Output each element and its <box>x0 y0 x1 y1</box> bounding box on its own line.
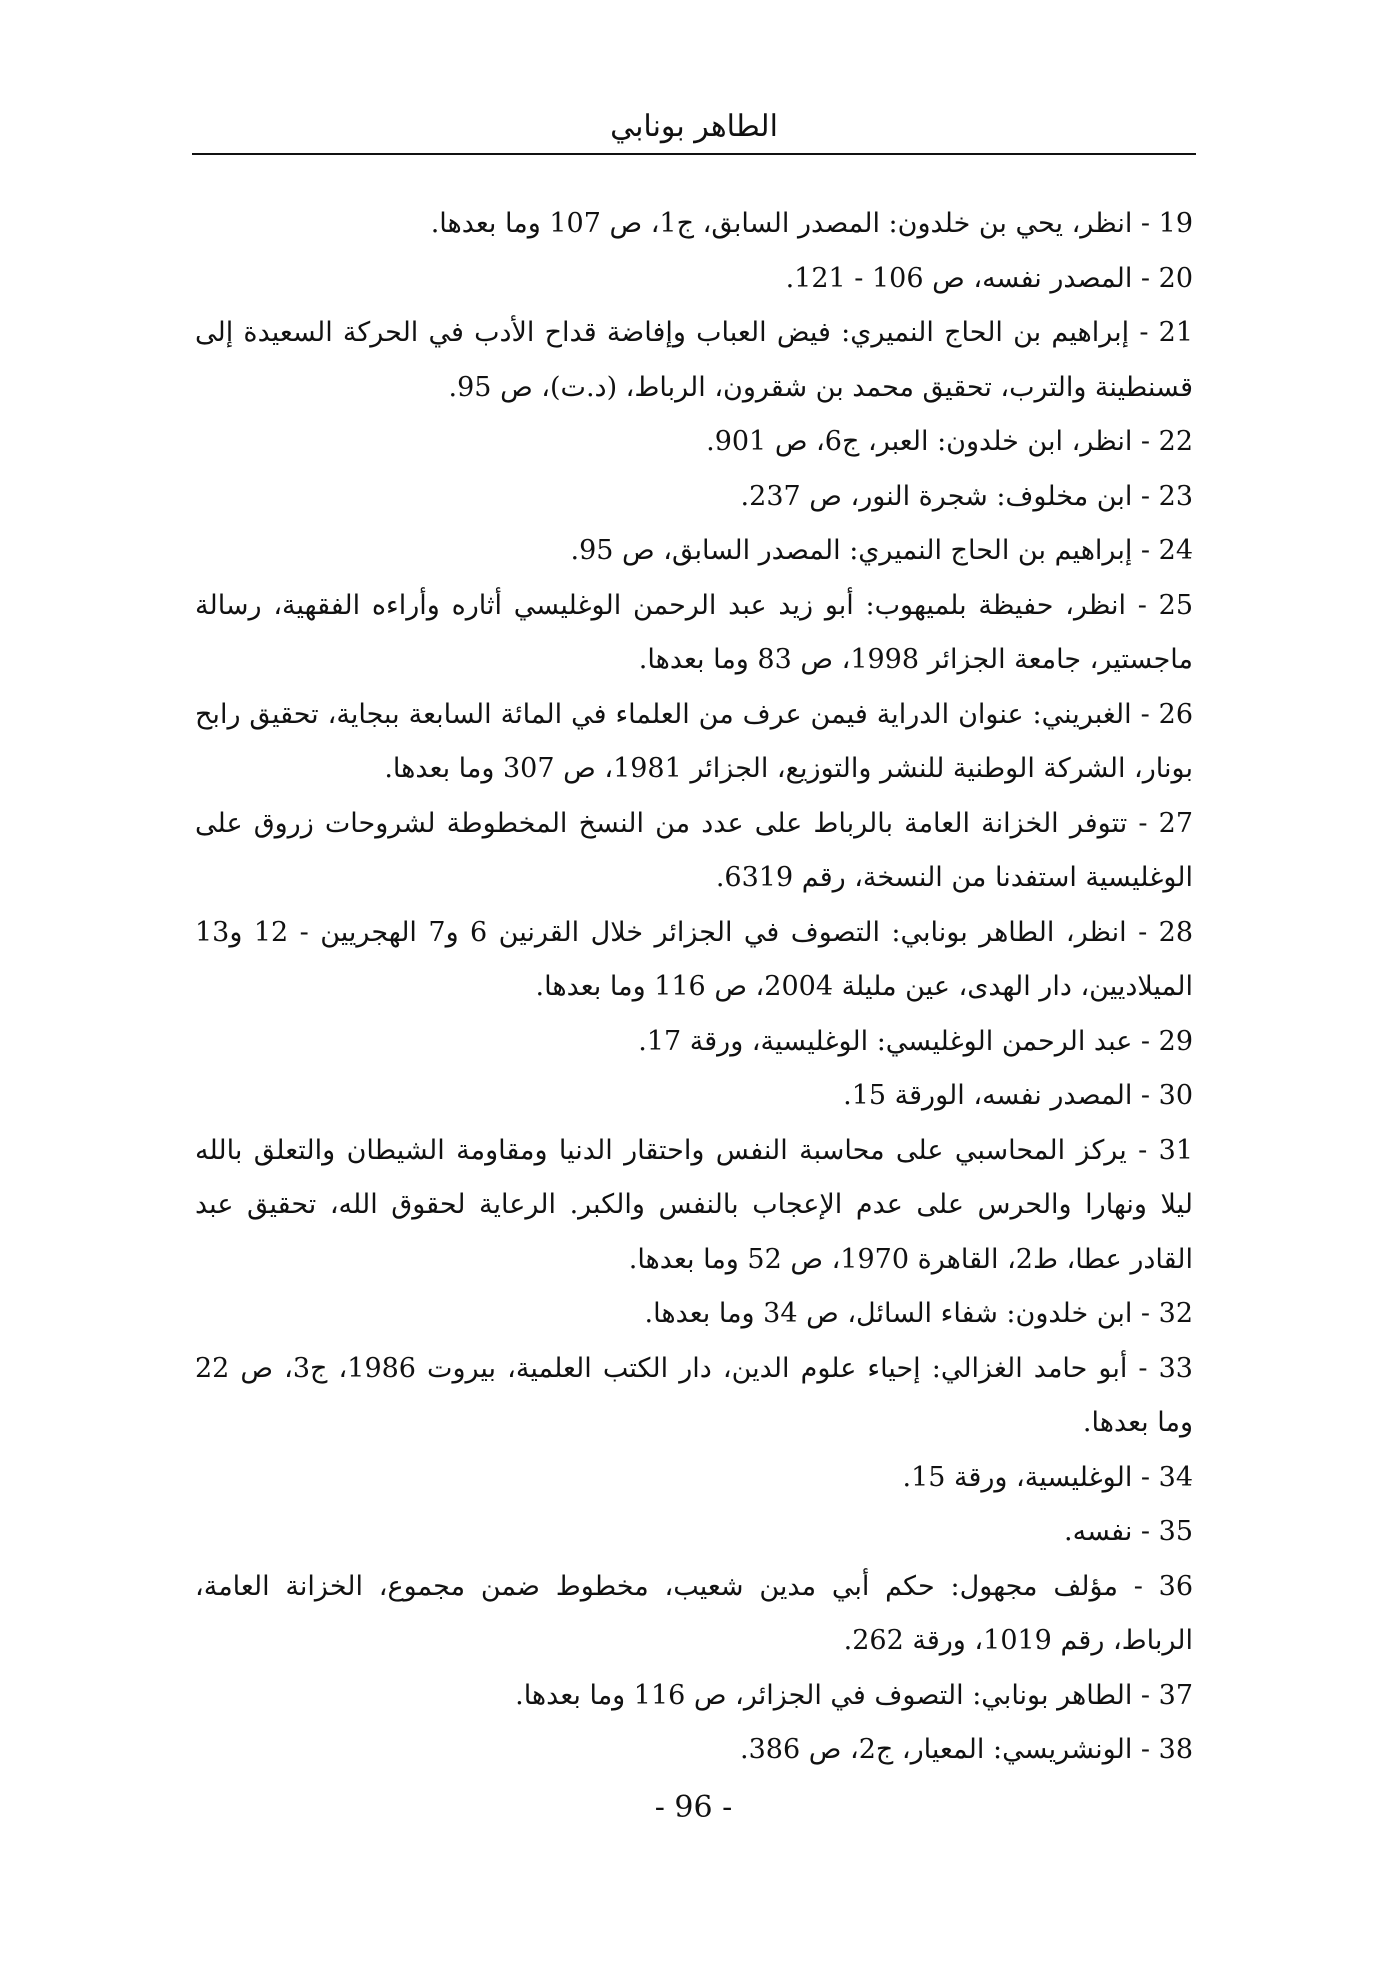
running-header-author: الطاهر بونابي <box>610 109 778 144</box>
endnote-30: 30 - المصدر نفسه، الورقة 15. <box>843 1080 1193 1111</box>
endnote-36: 36 - مؤلف مجهول: حكم أبي مدين شعيب، مخطوط ضمن مجموع، الخزانة العامة، الرباط، رقم 1019، ورقة 262. <box>195 1570 1193 1656</box>
endnote-37: 37 - الطاهر بونابي: التصوف في الجزائر، ص 116 وما بعدها. <box>515 1679 1193 1711</box>
endnotes-list <box>195 197 1193 1778</box>
endnote-28: 28 - انظر، الطاهر بونابي: التصوف في الجزائر خلال القرنين 6 و7 الهجريين - 12 و13 الميلاديين، دار الهدى، عين مليلة 2004، ص 116 وما بعدها. <box>195 916 1193 1002</box>
endnote-21: 21 - إبراهيم بن الحاج النميري: فيض العباب وإفاضة قداح الأدب في الحركة السعيدة إلى قسنطينة والترب، تحقيق محمد بن شقرون، الرباط، (د.ت)، ص 95. <box>195 317 1193 403</box>
endnote-20: 20 - المصدر نفسه، ص 106 - 121. <box>785 262 1193 294</box>
header-rule <box>192 153 1196 155</box>
endnote-22: 22 - انظر، ابن خلدون: العبر، ج6، ص 901. <box>706 426 1193 457</box>
endnote-25: 25 - انظر، حفيظة بلميهوب: أبو زيد عبد الرحمن الوغليسي أثاره وأراءه الفقهية، رسالة ماجستير، جامعة الجزائر 1998، ص 83 وما بعدها. <box>195 589 1193 675</box>
endnote-33: 33 - أبو حامد الغزالي: إحياء علوم الدين، دار الكتب العلمية، بيروت 1986، ج3، ص 22 وما بعدها. <box>195 1352 1193 1438</box>
endnote-29: 29 - عبد الرحمن الوغليسي: الوغليسية، ورقة 17. <box>638 1025 1193 1057</box>
endnote-38: 38 - الونشريسي: المعيار، ج2، ص 386. <box>740 1734 1193 1765</box>
endnote-26: 26 - الغبريني: عنوان الدراية فيمن عرف من العلماء في المائة السابعة ببجاية، تحقيق رابح بونار، الشركة الوطنية للنشر والتوزيع، الجزائر 1981، ص 307 وما بعدها. <box>195 698 1193 784</box>
endnote-31: 31 - يركز المحاسبي على محاسبة النفس واحتقار الدنيا ومقاومة الشيطان والتعلق بالله ليلا ونهارا والحرس على عدم الإعجاب بالنفس والكبر. الرعاية لحقوق الله، تحقيق عبد القادر عطا، ط2، القاهرة 1970، ص 52 وما بعدها. <box>195 1134 1193 1275</box>
endnote-32: 32 - ابن خلدون: شفاء السائل، ص 34 وما بعدها. <box>644 1298 1193 1329</box>
endnote-24: 24 - إبراهيم بن الحاج النميري: المصدر السابق، ص 95. <box>570 535 1193 566</box>
endnote-19: 19 - انظر، يحي بن خلدون: المصدر السابق، ج1، ص 107 وما بعدها. <box>430 208 1193 239</box>
endnote-23: 23 - ابن مخلوف: شجرة النور، ص 237. <box>740 480 1193 512</box>
endnote-27: 27 - تتوفر الخزانة العامة بالرباط على عدد من النسخ المخطوطة لشروحات زروق على الوغليسية استفدنا من النسخة، رقم 6319. <box>195 807 1193 893</box>
endnote-34: 34 - الوغليسية، ورقة 15. <box>902 1461 1193 1493</box>
endnote-35: 35 - نفسه. <box>1064 1516 1193 1547</box>
page-number: - 96 - <box>654 1790 733 1825</box>
